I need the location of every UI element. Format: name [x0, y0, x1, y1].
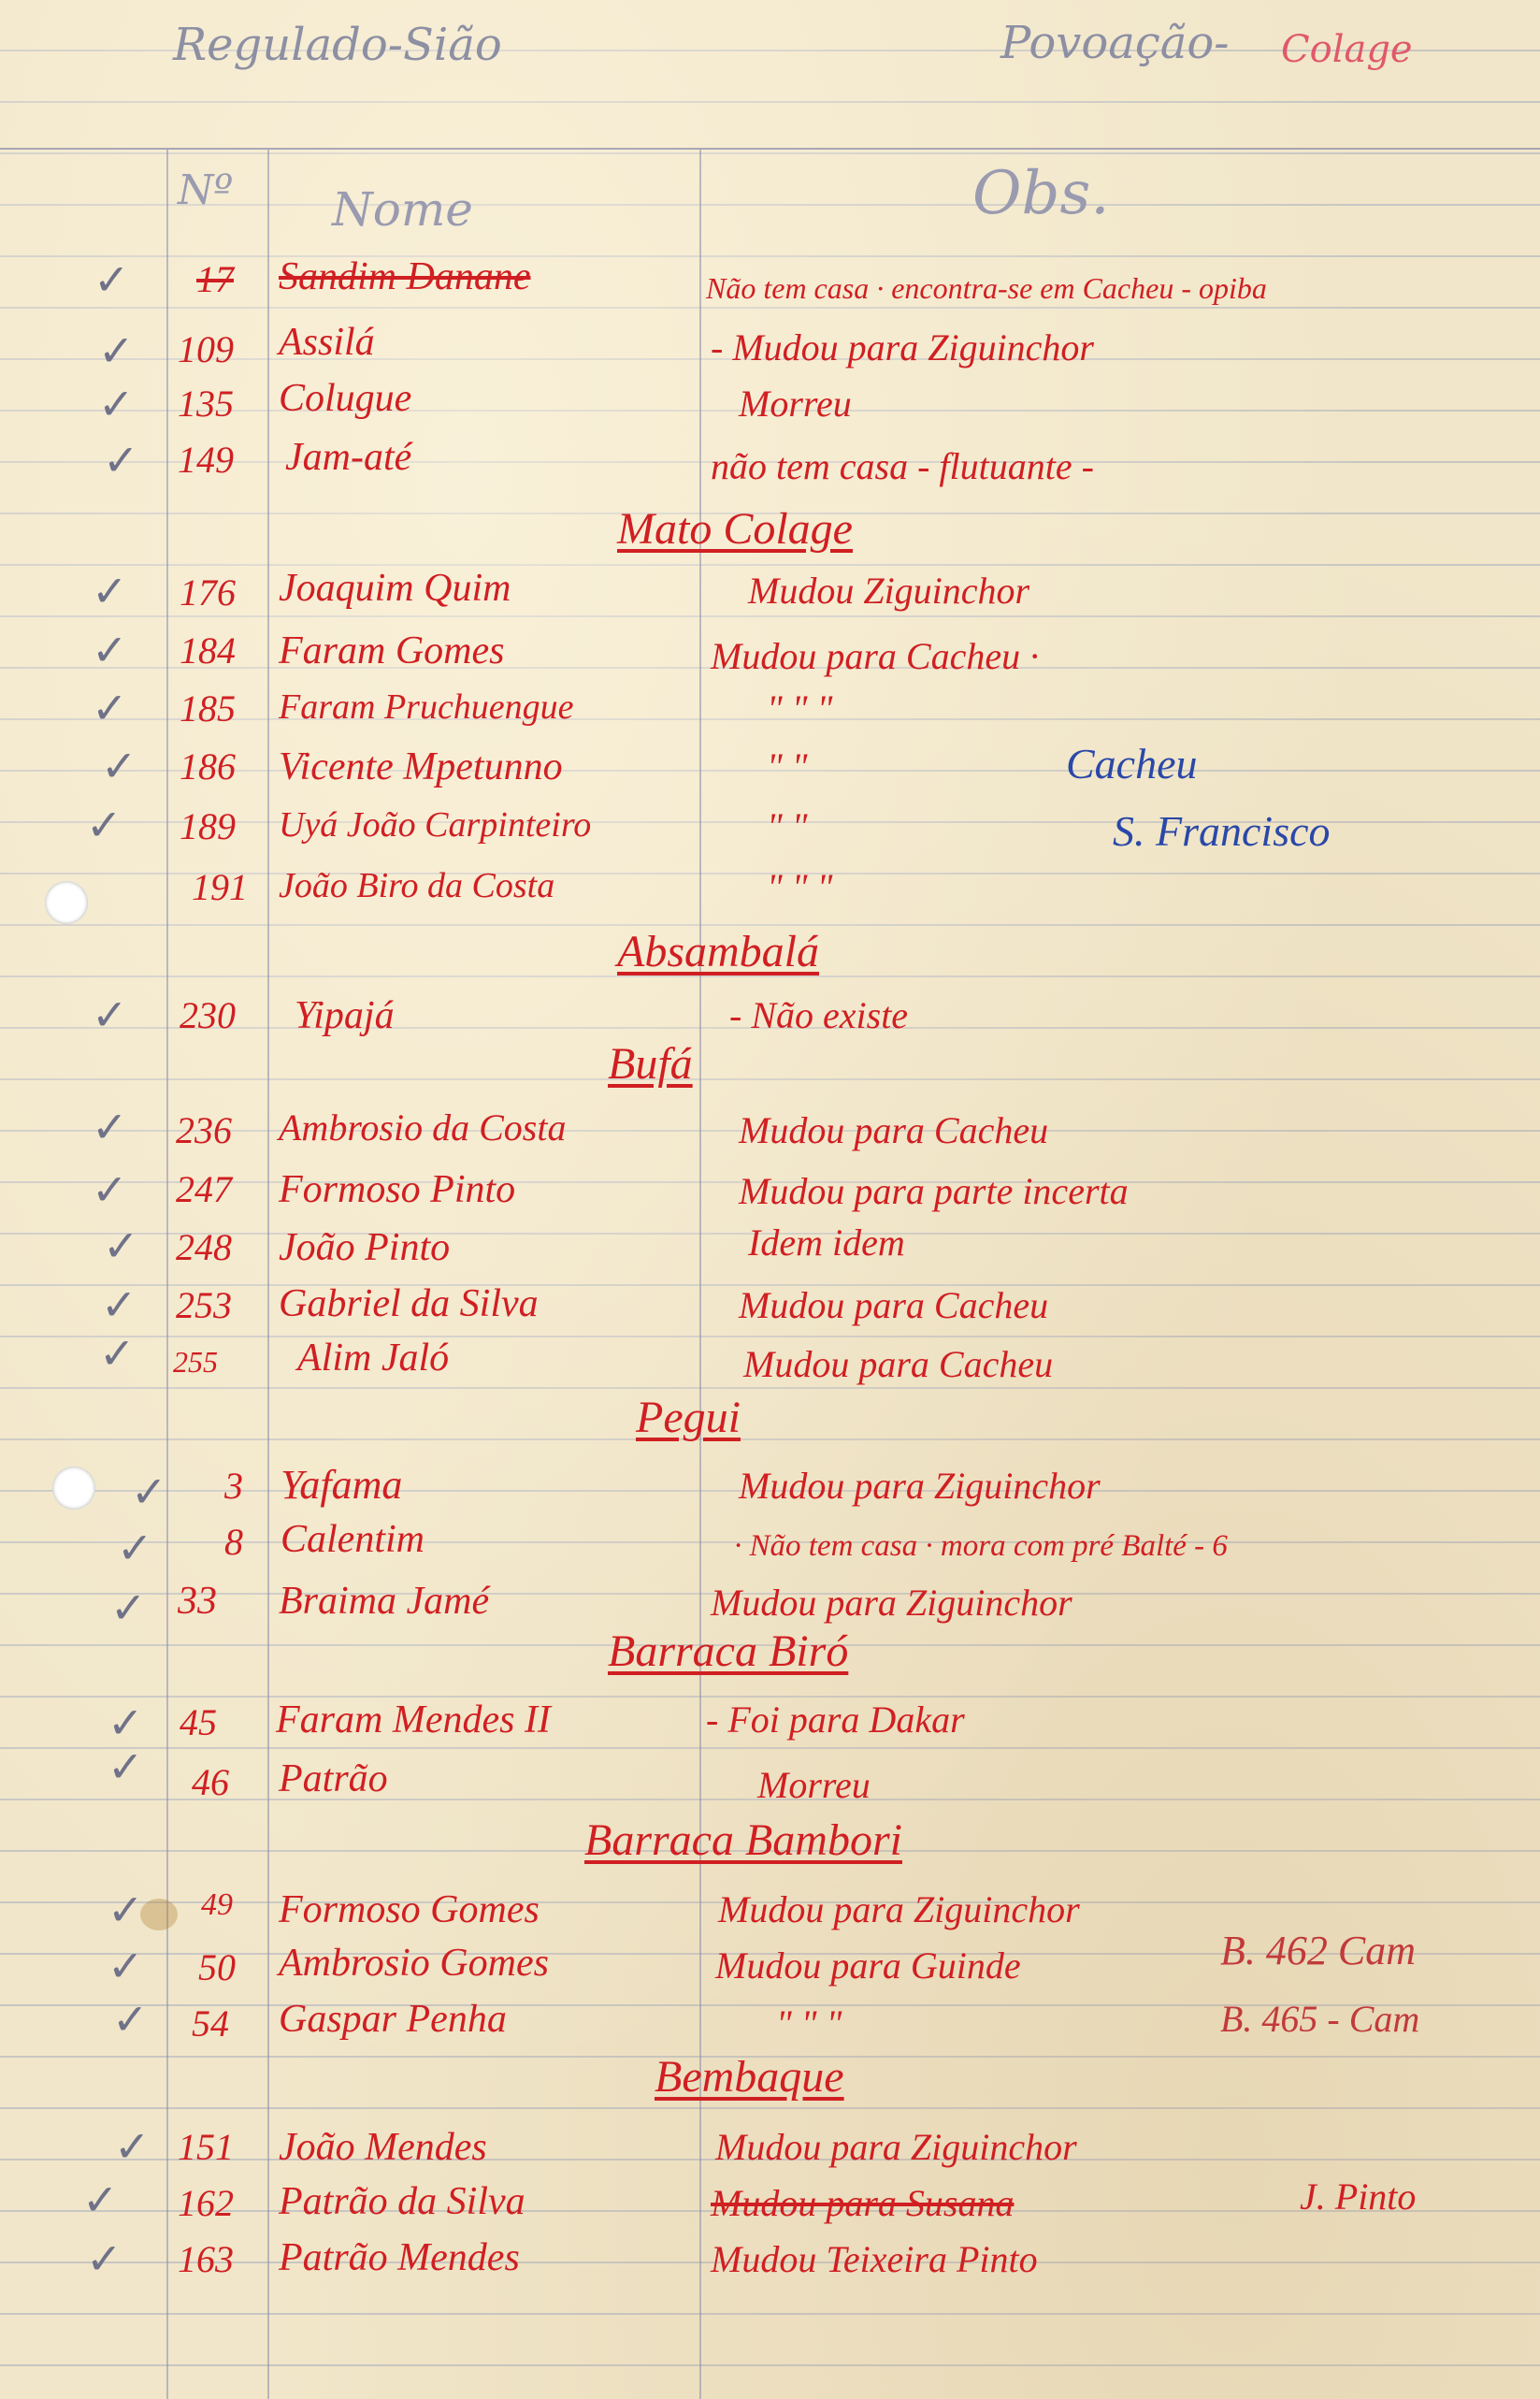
check-mark: ✓ [112, 1994, 149, 2045]
check-mark: ✓ [101, 741, 137, 791]
row-number: 176 [180, 571, 236, 614]
row-observation: · Não tem casa · mora com pré Balté - 6 [734, 1529, 1228, 1563]
section-title: Barraca Bambori [584, 1815, 902, 1865]
check-mark: ✓ [94, 254, 130, 305]
row-observation: " " " [776, 2002, 842, 2045]
row-number: 163 [178, 2238, 234, 2280]
row-number: 45 [180, 1701, 217, 1743]
row-number: 109 [178, 328, 234, 370]
row-number: 230 [180, 994, 236, 1036]
check-mark: ✓ [98, 325, 135, 376]
row-number: 236 [176, 1109, 232, 1151]
row-number: 253 [176, 1284, 232, 1326]
row-name: Yipajá [295, 994, 395, 1037]
check-mark: ✓ [92, 683, 128, 733]
row-observation: Mudou para Cacheu · [711, 635, 1040, 677]
check-mark: ✓ [86, 800, 122, 850]
row-observation: Mudou para Ziguinchor [711, 1582, 1072, 1624]
header-povoacao [1000, 17, 1230, 69]
row-name: Gaspar Penha [279, 1998, 507, 2041]
row-number: 54 [192, 2002, 229, 2045]
column-header-observations: Obs. [972, 159, 1110, 228]
column-header-name: Nome [332, 182, 473, 237]
check-mark: ✓ [103, 1221, 139, 1271]
check-mark: ✓ [110, 1582, 147, 1633]
row-name: Faram Gomes [279, 629, 505, 672]
row-number: 184 [180, 629, 236, 672]
row-number: 247 [176, 1168, 232, 1210]
row-number: 248 [176, 1226, 232, 1268]
check-mark: ✓ [101, 1279, 137, 1330]
row-observation: - Foi para Dakar [706, 1698, 965, 1741]
row-observation: Mudou Teixeira Pinto [711, 2238, 1038, 2280]
row-name: Calentim [281, 1518, 425, 1561]
punch-hole-top [45, 881, 88, 924]
row-name: João Mendes [279, 2126, 487, 2169]
row-observation: - Não existe [729, 994, 909, 1036]
row-name: Sandim Danane [279, 255, 531, 298]
row-observation: " " " [767, 866, 833, 908]
row-name: Patrão [279, 1757, 388, 1800]
row-number: 17 [196, 258, 234, 300]
row-name: Faram Mendes II [276, 1698, 551, 1741]
row-name: Faram Pruchuengue [279, 687, 574, 727]
check-mark: ✓ [117, 1523, 153, 1573]
row-number: 151 [178, 2126, 234, 2168]
row-number: 191 [192, 866, 248, 908]
row-number: 49 [201, 1887, 233, 1922]
row-name: Ambrosio da Costa [279, 1106, 567, 1149]
row-number: 135 [178, 383, 234, 425]
section-title: Pegui [636, 1393, 741, 1442]
row-name: João Pinto [279, 1226, 451, 1269]
row-number: 185 [180, 687, 236, 730]
row-name: Alim Jaló [297, 1337, 450, 1380]
row-name: Formoso Gomes [279, 1888, 540, 1931]
section-title: Absambalá [617, 927, 819, 976]
row-observation: Morreu [739, 383, 852, 425]
header-regulado: Regulado-Sião [173, 19, 502, 71]
header-povoacao-label: Povoação- [1000, 17, 1230, 69]
row-number: 46 [192, 1761, 229, 1803]
row-name: Colugue [279, 377, 412, 420]
row-number: 3 [224, 1465, 243, 1507]
row-observation-annotation: J. Pinto [1300, 2175, 1417, 2218]
row-observation-annotation: Cacheu [1066, 740, 1198, 788]
row-observation: Mudou Ziguinchor [748, 570, 1030, 612]
section-title: Mato Colage [617, 504, 853, 554]
row-name: Gabriel da Silva [279, 1282, 539, 1325]
row-name: Patrão da Silva [279, 2180, 525, 2223]
check-mark: ✓ [92, 566, 128, 616]
header-rule [0, 148, 1540, 150]
check-mark: ✓ [108, 1941, 144, 1991]
row-observation: Mudou para Cacheu [739, 1284, 1049, 1326]
check-mark: ✓ [114, 2121, 151, 2172]
row-observation: Mudou para Ziguinchor [715, 2126, 1077, 2168]
row-observation: Mudou para Ziguinchor [739, 1465, 1101, 1507]
row-observation: Não tem casa · encontra-se em Cacheu - opiba [706, 271, 1267, 305]
row-observation: Mudou para Cacheu [739, 1109, 1049, 1151]
check-mark: ✓ [92, 1164, 128, 1215]
row-number: 186 [180, 745, 236, 788]
row-name: Jam-até [285, 436, 412, 479]
check-mark: ✓ [99, 1328, 136, 1379]
header-povoacao-value: Colage [1281, 28, 1413, 71]
row-number: 255 [173, 1345, 218, 1379]
check-mark: ✓ [103, 435, 139, 485]
check-mark: ✓ [108, 1885, 144, 1935]
row-number: 8 [224, 1521, 243, 1563]
punch-hole-bottom [52, 1467, 95, 1510]
check-mark: ✓ [108, 1741, 144, 1792]
column-header-number: Nº [178, 166, 234, 214]
row-observation: " " [767, 805, 808, 847]
row-observation: Mudou para parte incerta [739, 1170, 1129, 1212]
row-observation-annotation: B. 462 Cam [1220, 1928, 1416, 1973]
row-observation: Mudou para Cacheu [743, 1343, 1054, 1385]
check-mark: ✓ [108, 1698, 144, 1748]
check-mark: ✓ [131, 1467, 167, 1517]
check-mark: ✓ [92, 990, 128, 1040]
section-title: Barraca Biró [608, 1626, 849, 1676]
row-name: João Biro da Costa [279, 866, 555, 905]
row-name: Joaquim Quim [279, 567, 511, 610]
row-name: Braima Jamé [279, 1580, 490, 1623]
row-number: 149 [178, 439, 234, 481]
check-mark: ✓ [82, 2175, 119, 2225]
check-mark: ✓ [86, 2233, 122, 2284]
row-name: Yafama [281, 1462, 403, 1508]
row-observation: " " [767, 745, 808, 788]
row-name: Formoso Pinto [279, 1168, 516, 1211]
row-name: Assilá [279, 321, 375, 364]
number-column-rule [166, 150, 168, 2399]
row-name: Ambrosio Gomes [279, 1942, 549, 1985]
row-observation: não tem casa - flutuante - [711, 445, 1094, 487]
section-title: Bembaque [655, 2052, 844, 2102]
row-observation: Morreu [757, 1764, 871, 1806]
check-mark: ✓ [98, 379, 135, 429]
row-name: Patrão Mendes [279, 2236, 520, 2279]
row-observation-annotation: B. 465 - Cam [1220, 1998, 1420, 2040]
row-name: Vicente Mpetunno [279, 745, 563, 788]
row-observation-struck: Mudou para Susana [711, 2182, 1015, 2224]
row-number: 189 [180, 805, 236, 847]
row-observation: " " " [767, 687, 833, 730]
check-mark: ✓ [92, 1102, 128, 1152]
row-observation: Mudou para Guinde [715, 1944, 1021, 1987]
row-observation-annotation: S. Francisco [1113, 807, 1331, 855]
section-title: Bufá [608, 1039, 693, 1089]
ink-stain [140, 1899, 178, 1930]
row-number: 50 [198, 1946, 236, 1988]
name-column-rule [267, 150, 269, 2399]
row-number: 33 [178, 1580, 217, 1623]
row-observation: Mudou para Ziguinchor [718, 1888, 1080, 1930]
row-name: Uyá João Carpinteiro [279, 805, 592, 845]
check-mark: ✓ [92, 625, 128, 675]
row-observation: Idem idem [748, 1221, 905, 1264]
row-number: 162 [178, 2182, 234, 2224]
row-observation: - Mudou para Ziguinchor [711, 326, 1094, 369]
